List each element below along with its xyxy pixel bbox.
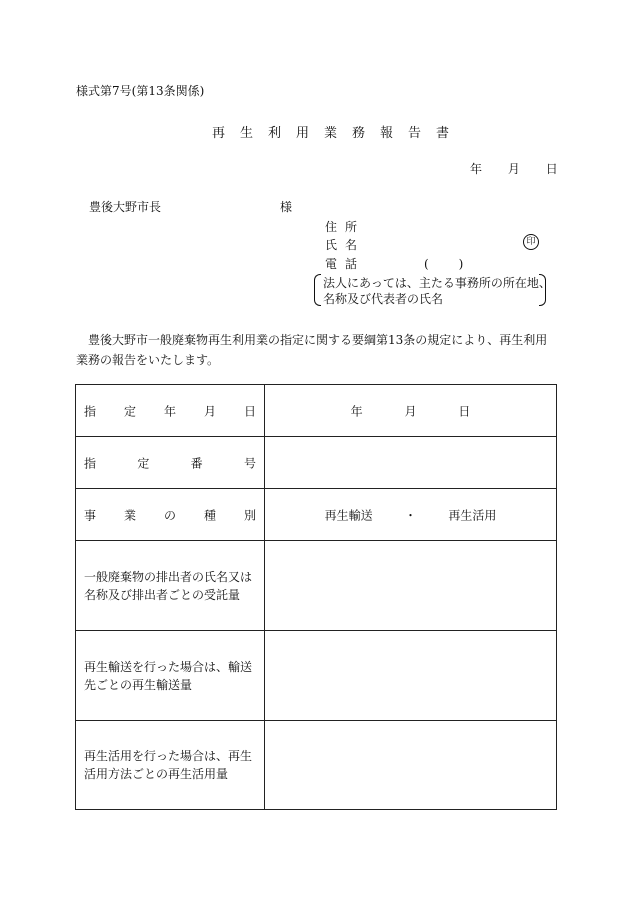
option-recycle-transport[interactable]: 再生輸送 (324, 508, 373, 522)
corporation-note (314, 274, 551, 306)
label-char: 別 (243, 508, 256, 522)
report-table (75, 384, 557, 810)
business-type-row (76, 489, 556, 541)
addressee-name: 豊後大野市長 (89, 200, 162, 214)
designation-number-value-cell[interactable] (265, 437, 556, 488)
transport-label: 再生輸送を行った場合は、輸送先ごとの再生輸送量 (84, 659, 253, 692)
year-label: 年 (350, 404, 363, 418)
corporation-note-line1: 法人にあっては、主たる事務所の所在地、 (323, 276, 551, 290)
discharger-row (76, 541, 556, 631)
label-char: 月 (203, 404, 216, 418)
designation-date-label-cell (76, 385, 265, 436)
discharger-value-cell[interactable] (265, 541, 556, 630)
label-char: 番 (190, 456, 203, 470)
utilization-label-cell (76, 721, 265, 809)
corporation-note-line2: 名称及び代表者の氏名 (323, 292, 444, 306)
business-type-label-cell (76, 489, 265, 540)
phone-parentheses: ( ) (424, 257, 466, 271)
discharger-label-cell (76, 541, 265, 630)
label-char: 号 (243, 456, 256, 470)
label-char: 定 (137, 456, 150, 470)
month-label: 月 (404, 404, 417, 418)
label-char: 指 (84, 456, 97, 470)
left-bracket (314, 274, 321, 306)
addressee-honorific: 様 (280, 200, 293, 214)
day-label: 日 (458, 404, 471, 418)
seal-mark: 印 (523, 234, 539, 250)
label-char: 業 (123, 508, 136, 522)
label-char: 種 (203, 508, 216, 522)
label-char: の (163, 508, 176, 522)
designation-date-row (76, 385, 556, 437)
form-number: 様式第7号(第13条関係) (76, 84, 205, 98)
body-text: 豊後大野市一般廃棄物再生利用業の指定に関する要綱第13条の規定により、再生利用業務の報告をいたします。 (76, 333, 548, 367)
name-label: 氏名 (325, 238, 366, 252)
label-char: 指 (84, 404, 97, 418)
utilization-value-cell[interactable] (265, 721, 556, 809)
utilization-label: 再生活用を行った場合は、再生活用方法ごとの再生活用量 (84, 749, 253, 781)
transport-value-cell[interactable] (265, 631, 556, 720)
label-char: 年 (163, 404, 176, 418)
label-char: 日 (243, 404, 256, 418)
day-label: 日 (545, 162, 558, 176)
discharger-label: 一般廃棄物の排出者の氏名又は名称及び排出者ごとの受託量 (84, 569, 253, 602)
date-line (470, 160, 558, 177)
phone-label: 電話 (325, 257, 366, 271)
business-type-value-cell (265, 489, 556, 540)
address-label: 住所 (325, 220, 366, 234)
transport-label-cell (76, 631, 265, 720)
option-recycle-utilization[interactable]: 再生活用 (448, 508, 497, 522)
designation-number-label-cell (76, 437, 265, 488)
utilization-row (76, 721, 556, 809)
label-char: 事 (84, 508, 97, 522)
month-label: 月 (507, 162, 520, 176)
year-label: 年 (470, 162, 483, 176)
option-separator: ・ (404, 508, 417, 522)
designation-date-value-cell[interactable] (265, 385, 556, 436)
transport-row (76, 631, 556, 721)
page-title: 再生利用業務報告書 (212, 126, 465, 141)
designation-number-row (76, 437, 556, 489)
label-char: 定 (123, 404, 136, 418)
